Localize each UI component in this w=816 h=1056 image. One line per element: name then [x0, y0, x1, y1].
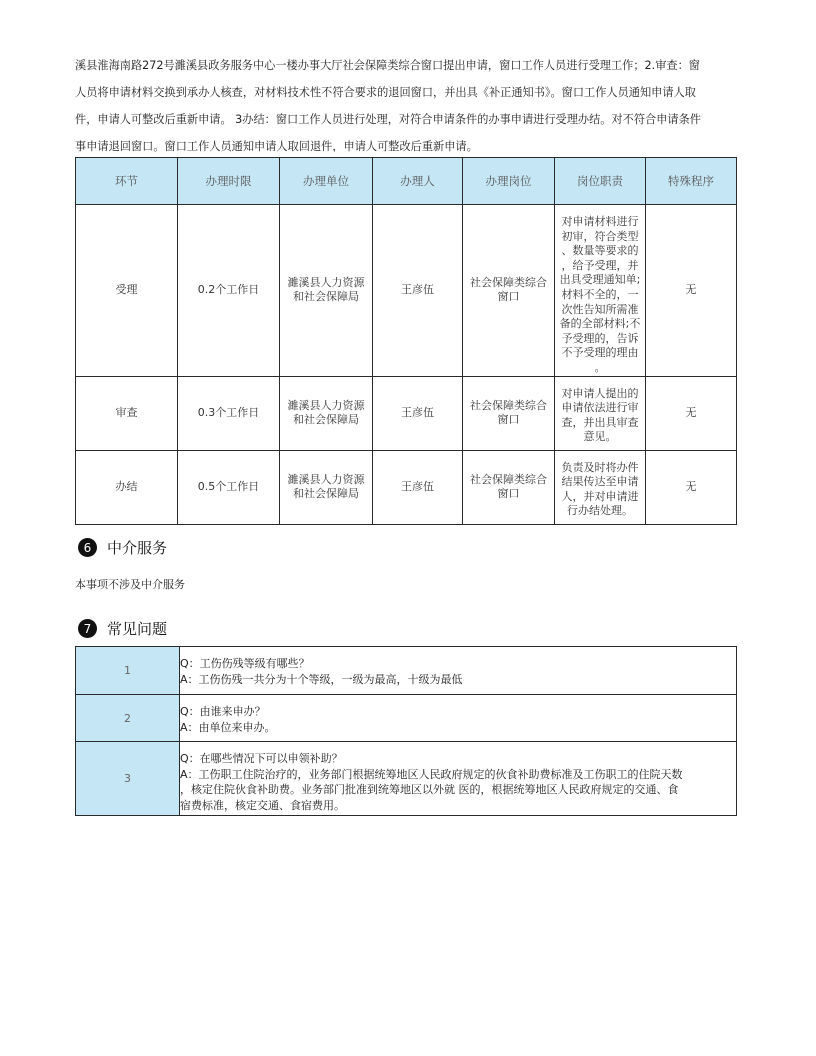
time-limit-cell: 0.2个工作日 [178, 205, 280, 377]
post-line: 社会保障类综合 [470, 276, 547, 290]
table-row [76, 376, 737, 450]
table-row [76, 205, 737, 377]
section-heading-intermediary [78, 537, 167, 558]
faq-index: 3 [76, 742, 180, 816]
post-line: 窗口 [497, 413, 520, 427]
faq-index: 1 [76, 647, 180, 695]
faq-index: 2 [76, 695, 180, 742]
post-line: 社会保障类综合 [470, 473, 547, 487]
faq-qa [180, 695, 737, 742]
unit-line: 濉溪县人力资源 [287, 473, 365, 487]
duty-line: 对申请人提出的 [561, 386, 639, 400]
duty-line: 人，并对申请进 [561, 489, 639, 503]
faq-question: Q：由谁来申办？ [180, 705, 266, 718]
section-title: 常见问题 [107, 620, 168, 638]
section-title: 中介服务 [107, 539, 168, 557]
intro-line: 件，申请人可整改后重新申请。 3办结：窗口工作人员进行处理，对符合申请条件的办事申请进行受理办结。对不符合申请条件 [75, 113, 701, 126]
intro-paragraph [75, 52, 743, 152]
duty-line: 备的全部材料;不 [559, 317, 641, 331]
faq-answer-line: A：工伤伤残一共分为十个等级，一级为最高，十级为最低 [180, 672, 463, 686]
post-line: 社会保障类综合 [470, 399, 547, 413]
handler-cell: 王彦伍 [373, 376, 463, 450]
duty-line: 出具受理通知单; [559, 273, 641, 287]
faq-qa [180, 647, 737, 695]
header-cell: 办理时限 [178, 158, 280, 205]
faq-row [76, 695, 737, 742]
duty-cell [555, 450, 646, 524]
faq-answer-line: A：由单位来申办。 [180, 720, 276, 734]
header-cell: 岗位职责 [555, 158, 646, 205]
header-cell: 办理单位 [280, 158, 373, 205]
duty-cell [555, 205, 646, 377]
unit-line: 濉溪县人力资源 [287, 276, 365, 290]
unit-cell [280, 376, 373, 450]
duty-line: 申请依法进行审 [561, 401, 639, 415]
faq-row [76, 647, 737, 695]
duty-line: 意见。 [583, 430, 617, 444]
duty-line: 不予受理的理由 [561, 346, 639, 360]
stage-cell: 受理 [76, 205, 178, 377]
post-line: 窗口 [497, 290, 520, 304]
duty-line: 结果传达至申请 [561, 475, 639, 489]
post-cell [463, 205, 555, 377]
special-cell: 无 [646, 450, 737, 524]
duty-line: 对申请材料进行 [561, 215, 639, 228]
stage-cell: 审查 [76, 376, 178, 450]
unit-cell [280, 450, 373, 524]
faq-answer-line: ，核定住院伙食补助费。业务部门批准到统筹地区以外就 医的，根据统筹地区人民政府规定的交通、食 [180, 783, 679, 796]
intro-line: 溪县淮海南路272号濉溪县政务服务中心一楼办事大厅社会保障类综合窗口提出申请，窗口工作人员进行受理工作；2.审查：窗 [75, 59, 700, 72]
special-cell: 无 [646, 205, 737, 377]
stage-cell: 办结 [76, 450, 178, 524]
section-number-badge: 7 [78, 619, 97, 638]
duty-line: ，给予受理，并 [561, 258, 639, 272]
post-cell [463, 450, 555, 524]
header-cell: 办理岗位 [463, 158, 555, 205]
post-cell [463, 376, 555, 450]
time-limit-cell: 0.3个工作日 [178, 376, 280, 450]
handler-cell: 王彦伍 [373, 450, 463, 524]
section-number-badge: 6 [78, 538, 97, 557]
unit-line: 濉溪县人力资源 [287, 399, 365, 413]
post-line: 窗口 [497, 487, 520, 501]
unit-line: 和社会保障局 [293, 487, 359, 501]
handler-cell: 王彦伍 [373, 205, 463, 377]
faq-row [76, 742, 737, 816]
duty-line: 次性告知所需准 [561, 302, 639, 316]
faq-question: Q：工伤伤残等级有哪些？ [180, 657, 310, 670]
faq-answer-line: A：工伤职工住院治疗的，业务部门根据统筹地区人民政府规定的伙食补助费标准及工伤职工的住院天数 [180, 767, 683, 781]
faq-table [75, 646, 737, 816]
intro-line: 人员将申请材料交换到承办人核查，对材料技术性不符合要求的退回窗口，并出具《补正通知书》。窗口工作人员通知申请人取 [75, 86, 696, 99]
special-cell: 无 [646, 376, 737, 450]
unit-line: 和社会保障局 [293, 413, 359, 427]
header-cell: 环节 [76, 158, 178, 205]
duty-line: 行办结处理。 [567, 504, 633, 518]
faq-qa [180, 742, 737, 816]
intro-line: 事申请退回窗口。窗口工作人员通知申请人取回退件，申请人可整改后重新申请。 [75, 140, 478, 152]
duty-cell [555, 376, 646, 450]
section-heading-faq [78, 618, 167, 639]
unit-line: 和社会保障局 [293, 290, 359, 304]
faq-answer-line: 宿费标准，核定交通、食宿费用。 [180, 798, 345, 812]
header-cell: 办理人 [373, 158, 463, 205]
time-limit-cell: 0.5个工作日 [178, 450, 280, 524]
duty-line: 、数量等要求的 [561, 244, 639, 258]
duty-line: 初审，符合类型 [561, 229, 639, 243]
faq-question: Q：在哪些情况下可以申领补助？ [180, 752, 343, 765]
table-row [76, 450, 737, 524]
duty-line: 予受理的，告诉 [561, 331, 639, 345]
unit-cell [280, 205, 373, 377]
duty-line: 查，并出具审查 [561, 415, 639, 429]
intermediary-note: 本事项不涉及中介服务 [75, 578, 185, 591]
duty-line: 负责及时将办件 [561, 460, 639, 474]
duty-line: 。 [594, 360, 606, 374]
header-cell: 特殊程序 [646, 158, 737, 205]
process-table-header [76, 158, 737, 205]
duty-line: 材料不全的，一 [561, 287, 639, 301]
process-table [75, 157, 737, 525]
